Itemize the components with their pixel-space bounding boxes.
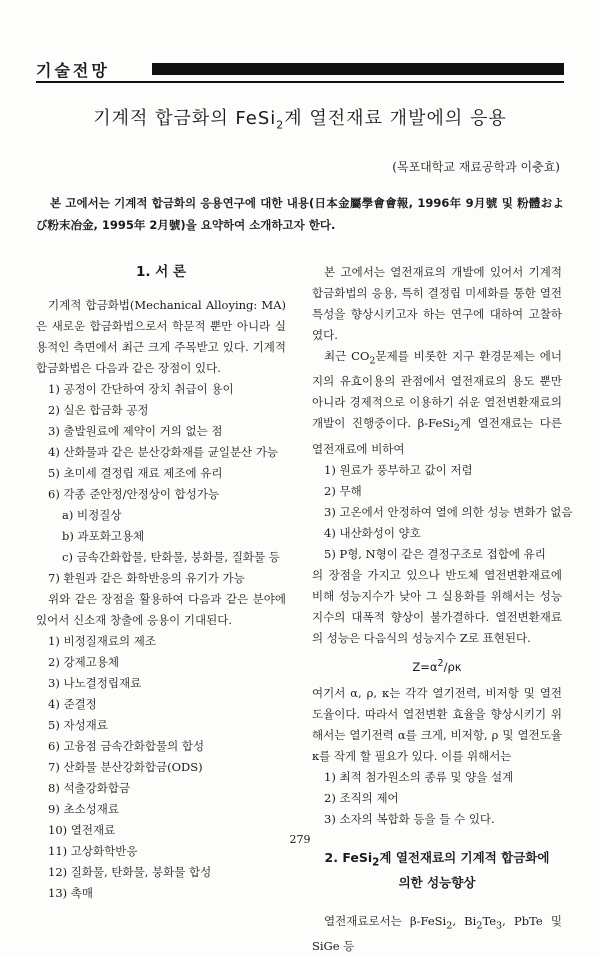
- abstract: 본 고에서는 기계적 합금화의 응용연구에 대한 내용(日本金屬學會會報, 1996年 9月號 및 粉體および粉末冶金, 1995年 2月號)을 요약하여 소개하고자 한다.: [36, 196, 564, 232]
- list-subitem: a) 비정질상: [62, 508, 122, 522]
- author-affiliation: (목포대학교 재료공학과 이충효): [392, 160, 560, 174]
- list-item: 5) 초미세 결정립 재료 제조에 유리: [48, 466, 223, 480]
- section-2-title: 2. FeSi$_2$계 열전재료의 기계적 합금화에 의한 성능향상: [324, 850, 550, 890]
- list-item: 2) 강제고용체: [48, 655, 120, 669]
- list-item: 5) P형, N형이 같은 결정구조로 접합에 유리: [324, 546, 546, 561]
- page-number: 279: [289, 833, 311, 846]
- left-column: [36, 262, 286, 904]
- list-item: 6) 고융점 금속간화합물의 합성: [48, 739, 205, 753]
- list-item: 3) 소자의 복합화 등을 들 수 있다.: [324, 812, 495, 827]
- list-item: 1) 비정질재료의 제조: [48, 634, 156, 648]
- body-paragraph: 의 장점을 가지고 있으나 반도체 열전변환재료에 비해 성능지수가 낮아 그 실용화를 위해서는 성능지수의 대폭적 향상이 불가결하다. 열전변환재료의 성능은 다음식의 성능지수 Z로 표현된다.: [312, 567, 562, 645]
- header-rule: [36, 81, 564, 83]
- list-item: 2) 무해: [324, 483, 362, 498]
- list-item: 4) 산화물과 같은 분산강화재를 균일분산 가능: [48, 445, 279, 459]
- body-paragraph: 열전재료로서는 β-FeSi$_2$, $Bi_2Te_3$, PbTe 및 SiGe 등: [312, 913, 562, 954]
- list-item: 4) 준결정: [48, 697, 97, 711]
- body-paragraph: 본 고에서는 열전재료의 개발에 있어서 기계적 합금화법의 응용, 특히 결정립 미세화를 통한 열전특성을 향상시키고자 하는 연구에 대하여 고찰하였다.: [312, 265, 562, 342]
- list-item: 1) 공정이 간단하여 장치 취급이 용이: [48, 382, 234, 396]
- article-title: 기계적 합금화의 FeSi$_2$계 열전재료 개발에의 응용: [93, 108, 507, 132]
- intro-paragraph: 기계적 합금화법(Mechanical Alloying: MA)은 새로운 합금화법으로서 학문적 뿐만 아니라 실용적인 측면에서 최근 크게 주목받고 있다. 기계적 합금화법은 다음과 같은 장점이 있다.: [36, 298, 286, 375]
- list-item: 4) 내산화성이 양호: [324, 525, 421, 540]
- body-paragraph: 최근 $CO_2$문제를 비롯한 지구 환경문제는 에너지의 유효이용의 관점에서 열전재료의 용도 뿐만 아니라 경제적으로 이용하기 쉬운 열전변환재료의 개발이 진행중이다. β-FeSi$_2$계 열전재료는 다른 열전재료에 비하여: [312, 349, 562, 456]
- list-item: 12) 질화물, 탄화물, 붕화물 합성: [48, 865, 212, 879]
- section-1-title: 1. 서 론: [135, 264, 186, 280]
- list-item: 8) 석출강화합금: [48, 781, 131, 795]
- list-item: 6) 각종 준안정/안정상이 합성가능: [48, 487, 220, 501]
- list-item: 3) 출발원료에 제약이 거의 없는 점: [48, 424, 223, 438]
- body-paragraph: 여기서 α, ρ, κ는 각각 열기전력, 비저항 및 열전도율이다. 따라서 열전변환 효율을 향상시키기 위해서는 열기전력 α를 크게, 비저항, ρ 및 열전도율 κ를 작게 할 필요가 있다. 이를 위해서는: [312, 686, 562, 764]
- list-item: 9) 초소성재료: [48, 802, 120, 816]
- applications-intro: 위와 같은 장점을 활용하여 다음과 같은 분야에 있어서 신소재 창출에 응용이 기대된다.: [36, 592, 286, 627]
- list-item: 3) 고온에서 안정하여 열에 의한 성능 변화가 없음: [324, 504, 573, 519]
- list-item: 5) 자성재료: [48, 718, 108, 732]
- list-item: 2) 조직의 제어: [324, 791, 399, 806]
- section-header: [36, 58, 564, 84]
- list-item: 13) 촉매: [48, 886, 93, 900]
- list-item: 11) 고상화학반응: [48, 844, 138, 858]
- list-item: 2) 실온 합금화 공정: [48, 403, 149, 417]
- right-column: [312, 262, 573, 957]
- figure-of-merit-formula: $Z=\alpha^2/\rho\kappa$: [412, 657, 462, 674]
- list-item: 1) 원료가 풍부하고 값이 저렴: [324, 462, 473, 477]
- list-item: 7) 산화물 분산강화합금(ODS): [48, 760, 203, 774]
- list-item: 3) 나노결정립재료: [48, 676, 142, 690]
- list-item: 1) 최적 첨가원소의 종류 및 양을 설계: [324, 770, 514, 785]
- section-label: 기술전망: [36, 61, 110, 80]
- list-subitem: b) 과포화고용체: [62, 529, 145, 543]
- header-bar: [152, 63, 564, 75]
- list-item: 10) 열전재료: [48, 823, 116, 837]
- list-subitem: c) 금속간화합물, 탄화물, 붕화물, 질화물 등: [62, 550, 280, 564]
- list-item: 7) 환원과 같은 화학반응의 유기가 가능: [48, 571, 245, 585]
